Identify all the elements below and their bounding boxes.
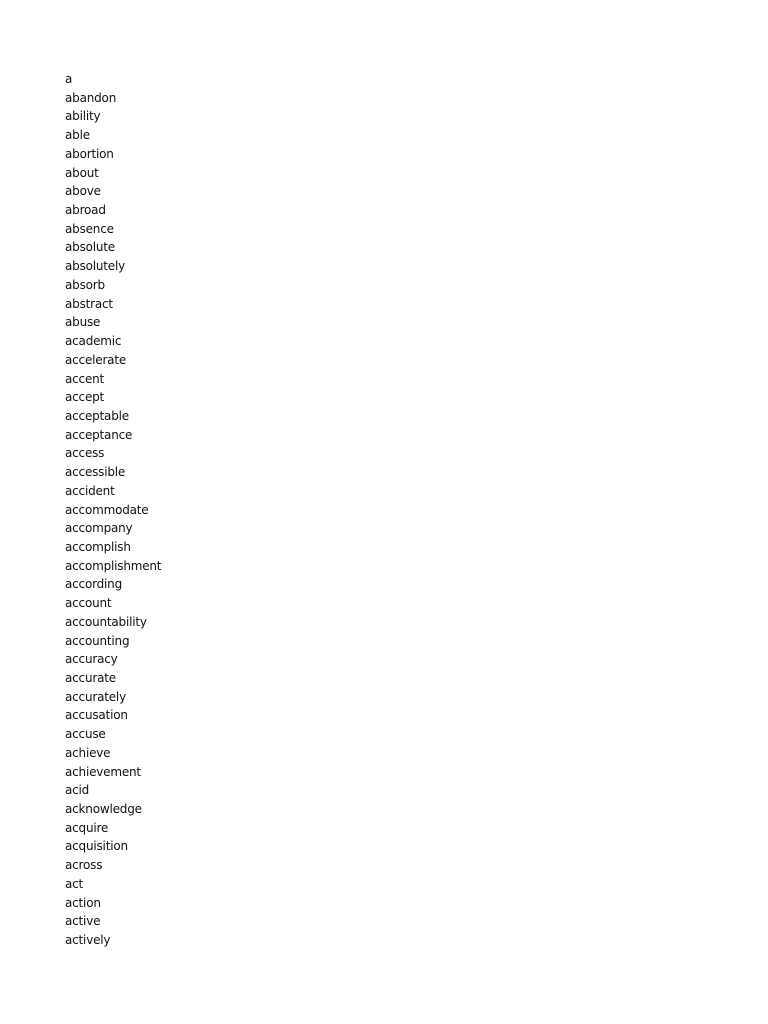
- word-item: achievement: [65, 764, 141, 779]
- word-item: absorb: [65, 277, 105, 292]
- word-item: according: [65, 577, 122, 592]
- word-item: accuracy: [65, 652, 118, 667]
- word-item: ability: [65, 109, 101, 124]
- word-item: accuse: [65, 727, 106, 742]
- word-item: absence: [65, 221, 114, 236]
- word-item: accelerate: [65, 352, 127, 367]
- word-item: abortion: [65, 146, 114, 161]
- word-item: abstract: [65, 296, 113, 311]
- word-item: accent: [65, 371, 105, 386]
- word-item: account: [65, 596, 112, 611]
- word-item: active: [65, 914, 101, 929]
- word-item: abuse: [65, 315, 101, 330]
- word-item: acquisition: [65, 839, 128, 854]
- word-item: acquire: [65, 820, 109, 835]
- word-item: accounting: [65, 633, 130, 648]
- word-item: achieve: [65, 745, 111, 760]
- word-item: actively: [65, 933, 111, 948]
- word-item: acceptance: [65, 427, 133, 442]
- word-item: accountability: [65, 614, 147, 629]
- word-item: accomplish: [65, 539, 131, 554]
- word-item: accurately: [65, 689, 126, 704]
- word-item: action: [65, 895, 101, 910]
- word-item: across: [65, 858, 103, 873]
- word-item: accompany: [65, 521, 133, 536]
- word-item: accusation: [65, 708, 128, 723]
- word-item: acid: [65, 783, 90, 798]
- word-item: accept: [65, 390, 105, 405]
- word-item: absolutely: [65, 259, 126, 274]
- word-item: abroad: [65, 203, 106, 218]
- word-item: accommodate: [65, 502, 149, 517]
- word-item: absolute: [65, 240, 115, 255]
- word-item: above: [65, 184, 101, 199]
- word-item: acceptable: [65, 408, 129, 423]
- word-item: about: [65, 165, 99, 180]
- word-item: acknowledge: [65, 802, 142, 817]
- word-item: access: [65, 446, 105, 461]
- word-item: accident: [65, 483, 115, 498]
- word-item: accessible: [65, 465, 126, 480]
- word-item: a: [65, 72, 73, 86]
- word-item: able: [65, 128, 90, 143]
- word-item: academic: [65, 334, 122, 349]
- word-item: accurate: [65, 671, 116, 685]
- word-item: accomplishment: [65, 558, 162, 573]
- word-item: abandon: [65, 90, 117, 105]
- word-list: [65, 70, 161, 950]
- word-item: act: [65, 876, 84, 891]
